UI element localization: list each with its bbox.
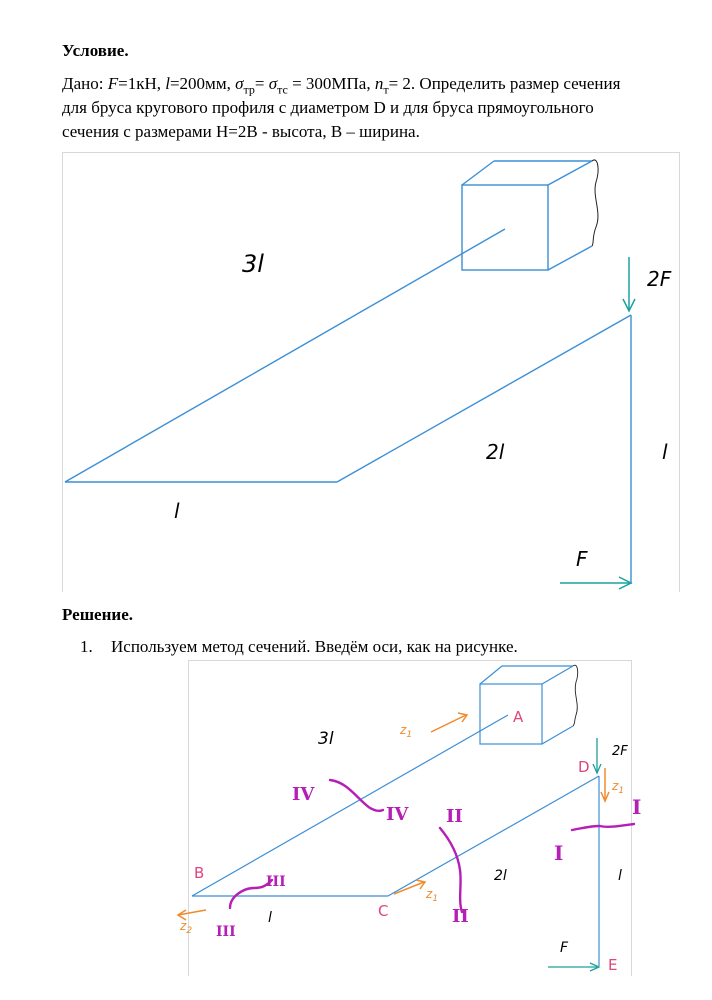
point-C: C [378,902,389,920]
problem-figure [62,152,680,592]
axis-z1-D-label: $z_1$ [612,779,625,796]
given-line-2: для бруса кругового профиля с диаметром D и для бруса прямоугольного [62,98,594,117]
given-eq: = [254,74,269,93]
wall-support [462,161,592,270]
section-II-label-a: II [446,806,463,827]
section-I-label-b: I [632,795,642,819]
label-3l: 3l [242,250,264,278]
given-F-value: =1кН, [118,74,166,93]
force-F-arrow-2 [548,963,599,971]
label-l-vertical-2: l [618,868,622,884]
section-II-cut [440,828,462,912]
force-2F-arrow-2 [593,738,601,773]
given-line-3: сечения с размерами H=2B - высота, B – ширина. [62,122,420,141]
label-2F-2: 2F [612,744,628,759]
bar-structure-2 [192,715,599,966]
solution-figure-svg [180,660,642,976]
section-IV-cut [330,780,383,811]
label-F-2: F [560,940,569,956]
point-A: A [513,708,524,726]
sigma-tr-symbol: σ [235,74,244,93]
axis-z1-A-label: $z_1$ [400,723,413,740]
force-F-arrow [560,577,631,589]
step-text: Используем метод сечений. Введём оси, как на рисунке. [111,637,518,656]
label-F: F [576,547,588,571]
label-l-vertical: l [662,440,668,464]
wall-support-2 [480,666,573,744]
condition-heading: Условие. [62,41,129,60]
axis-z2-label: $z_2$ [180,919,193,936]
section-labels [216,784,641,940]
point-D: D [578,758,590,776]
bar-structure [65,229,631,584]
label-l-bottom: l [174,499,180,523]
given-F-symbol: F [107,74,119,93]
sigma-value: = 300МПа, [287,74,375,93]
sigma-tc-sub: тс [277,82,288,97]
label-2F: 2F [647,267,672,291]
section-I-label-a: I [554,841,564,865]
problem-figure-svg [62,152,680,592]
step-number: 1. [80,637,93,656]
axis-z1-A [431,713,467,732]
section-IV-label-a: IV [292,784,315,805]
label-l-bottom-2: l [268,910,272,926]
point-B: B [194,864,205,882]
label-2l: 2l [486,440,505,464]
section-I-cut [572,824,634,830]
given-prefix: Дано: [62,74,108,93]
n-sub: т [383,82,389,97]
sigma-tr-sub: тр [243,82,255,97]
solution-figure [180,660,642,976]
given-l-symbol: l [165,74,170,93]
axis-z1-C [394,880,425,894]
section-II-label-b: II [452,906,469,927]
axis-z1-D [601,768,609,801]
solution-step-1 [80,636,518,658]
sigma-tc-symbol: σ [268,74,278,93]
label-3l-2: 3l [318,729,334,749]
section-III-label-a: III [266,874,286,890]
section-III-label-b: III [216,924,236,940]
given-l-value: =200мм, [169,74,236,93]
point-E: E [608,956,618,974]
n-value: = 2. Определить размер сечения [388,74,621,93]
solution-heading: Решение. [62,605,133,624]
axis-z1-C-label: $z_1$ [426,887,439,904]
force-2F-arrow [623,257,635,311]
wall-break-line [592,160,598,246]
label-2l-2: 2l [494,868,507,884]
section-IV-label-b: IV [386,804,409,825]
wall-break-line-2 [573,665,578,726]
n-symbol: n [374,74,384,93]
